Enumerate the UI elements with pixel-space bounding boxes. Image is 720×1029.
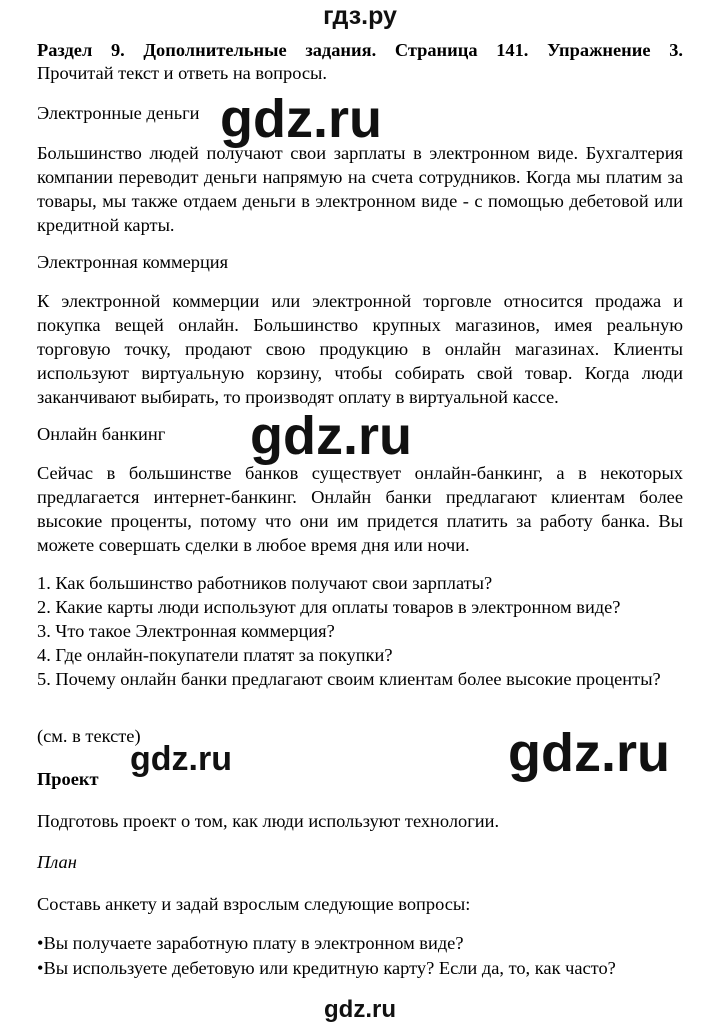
survey-bullet-text: Вы используете дебетовую или кредитную карту? Если да, то, как часто? bbox=[43, 958, 616, 978]
exercise-instruction: Прочитай текст и ответь на вопросы. bbox=[37, 63, 327, 83]
section-text-electronic-money: Большинство людей получают свои зарплаты в электронном виде. Бухгалтерия компании переводит деньги напрямую на счета сотрудников. Когда мы платим за товары, мы также отдаем деньги в электронном виде - с помощью дебетовой или кредитной карты. bbox=[37, 143, 683, 235]
bullet-marker: • bbox=[37, 933, 44, 953]
bullet-marker: • bbox=[37, 958, 44, 978]
plan-label: План bbox=[37, 852, 77, 872]
watermark-logo: gdz.ru bbox=[508, 723, 670, 783]
site-header-title: гдз.ру bbox=[323, 2, 397, 30]
question-item: 5. Почему онлайн банки предлагают своим клиентам более высокие проценты? bbox=[37, 669, 661, 689]
project-title: Проект bbox=[37, 769, 99, 789]
section-title-ecommerce: Электронная коммерция bbox=[37, 252, 229, 272]
watermark-logo: gdz.ru bbox=[220, 89, 382, 149]
survey-intro: Составь анкету и задай взрослым следующие вопросы: bbox=[37, 894, 471, 914]
exercise-heading: Раздел 9. Дополнительные задания. Страница 141. Упражнение 3. bbox=[37, 40, 683, 60]
survey-bullet-item bbox=[37, 956, 683, 980]
section-text-online-banking: Сейчас в большинстве банков существует онлайн-банкинг, а в некоторых предлагается интернет-банкинг. Онлайн банки предлагают клиентам более высокие проценты, потому что они им придется платить за работу банка. Вы можете совершать сделки в любое время дня или ночи. bbox=[37, 463, 683, 555]
section-title-online-banking: Онлайн банкинг bbox=[37, 424, 166, 444]
question-item: 1. Как большинство работников получают свои зарплаты? bbox=[37, 573, 493, 593]
watermark-logo: gdz.ru bbox=[130, 740, 232, 778]
watermark-logo: gdz.ru bbox=[250, 406, 412, 466]
question-item: 2. Какие карты люди используют для оплаты товаров в электронном виде? bbox=[37, 597, 621, 617]
survey-bullet-text: Вы получаете заработную плату в электронном виде? bbox=[43, 933, 464, 953]
question-item: 4. Где онлайн-покупатели платят за покупки? bbox=[37, 645, 393, 665]
question-item: 3. Что такое Электронная коммерция? bbox=[37, 621, 335, 641]
answer-note: (см. в тексте) bbox=[37, 726, 141, 746]
site-footer-watermark: gdz.ru bbox=[324, 996, 396, 1023]
survey-bullet-item bbox=[37, 931, 683, 955]
section-title-electronic-money: Электронные деньги bbox=[37, 103, 200, 123]
question-list bbox=[37, 571, 683, 691]
section-text-ecommerce: К электронной коммерции или электронной торговле относится продажа и покупка вещей онлайн. Большинство крупных магазинов, имея реальную торговую точку, продают свою продукцию в онлайн магазинах. Клиенты используют виртуальную корзину, чтобы собирать свой товар. Когда люди заканчивают выбирать, то производят оплату в виртуальной кассе. bbox=[37, 291, 683, 407]
project-text: Подготовь проект о том, как люди используют технологии. bbox=[37, 811, 500, 831]
